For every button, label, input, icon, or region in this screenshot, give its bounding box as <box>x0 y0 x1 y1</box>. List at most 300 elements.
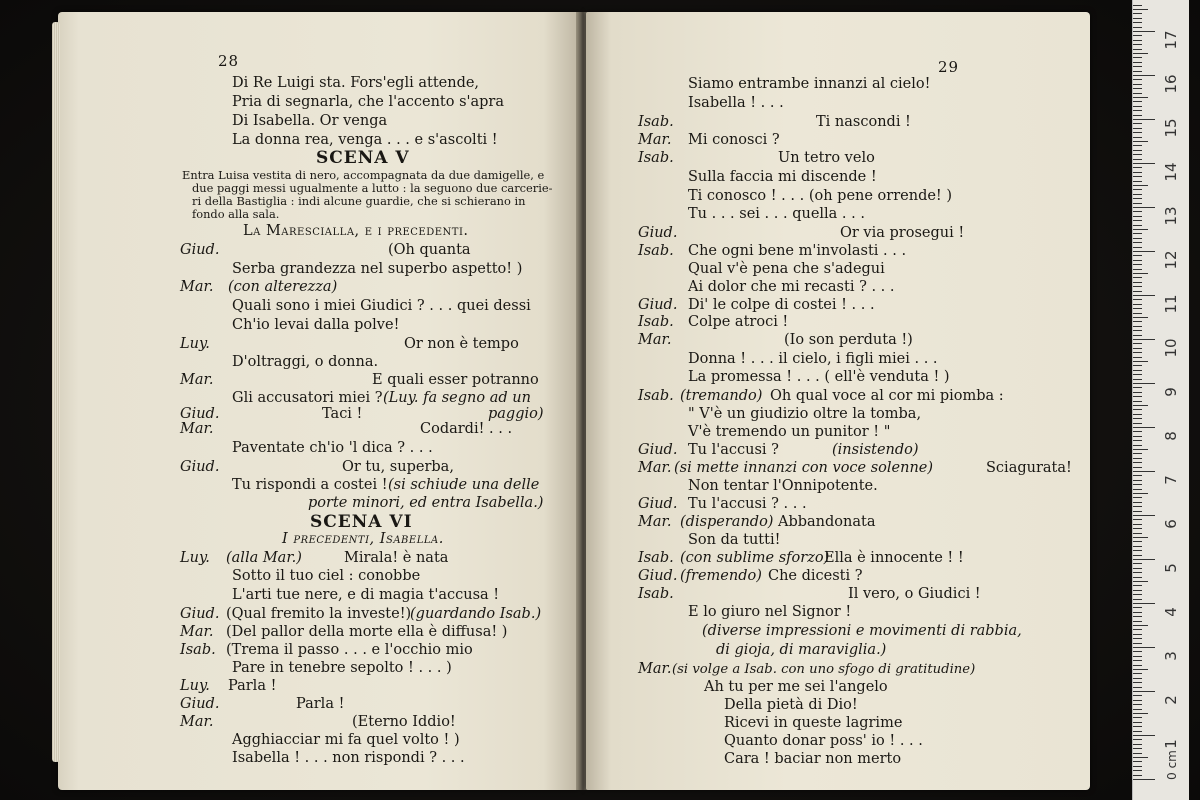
ruler-tick <box>1133 255 1142 256</box>
ruler-tick <box>1133 167 1142 168</box>
ruler-tick <box>1133 713 1148 714</box>
ruler-tick <box>1133 440 1142 441</box>
text-line: Non tentar l'Onnipotente. <box>688 478 878 494</box>
ruler-tick <box>1133 18 1142 19</box>
speaker: Mar. <box>638 460 672 476</box>
ruler-tick <box>1133 22 1142 23</box>
ruler-tick <box>1133 150 1142 151</box>
text-line: Sotto il tuo ciel : conobbe <box>232 568 421 584</box>
text-line: Un tetro velo <box>778 150 875 166</box>
text-line: D'oltraggi, o donna. <box>232 354 379 370</box>
text-line: Tu . . . sei . . . quella . . . <box>688 206 865 222</box>
text-line: Or non è tempo <box>404 336 519 352</box>
text-line: Parla ! <box>228 678 277 694</box>
ruler-tick <box>1133 471 1155 472</box>
ruler-tick <box>1133 616 1142 617</box>
ruler-tick <box>1133 489 1142 490</box>
speaker: Giud. <box>180 696 220 712</box>
ruler-number: 11 <box>1162 294 1180 314</box>
text-line: Isabella ! . . . non rispondi ? . . . <box>232 750 465 766</box>
ruler-tick <box>1133 647 1155 648</box>
ruler-tick <box>1133 458 1142 459</box>
ruler-number: 6 <box>1162 519 1180 529</box>
speaker: Giud. <box>180 242 220 258</box>
text-line: (Oh quanta <box>388 242 471 258</box>
ruler-tick <box>1133 687 1142 688</box>
text-line: (fremendo) <box>680 568 762 584</box>
cast-line: I precedenti, Isabella. <box>282 531 444 547</box>
text-line: Serba grandezza nel superbo aspetto! ) <box>232 261 523 277</box>
text-line: Isabella ! . . . <box>688 95 784 111</box>
speaker: Isab. <box>638 586 674 602</box>
text-line: Ti conosco ! . . . (oh pene orrende! ) <box>688 188 953 204</box>
ruler-tick <box>1133 260 1142 261</box>
ruler-tick <box>1133 682 1142 683</box>
ruler-tick <box>1133 370 1142 371</box>
ruler-tick <box>1133 418 1142 419</box>
speaker: Isab. <box>638 550 674 566</box>
text-line: paggio) <box>488 406 544 422</box>
ruler-tick <box>1133 625 1148 626</box>
ruler-tick <box>1133 524 1142 525</box>
ruler-tick <box>1133 392 1142 393</box>
ruler-tick <box>1133 731 1142 732</box>
ruler-tick <box>1133 181 1142 182</box>
text-line: Il vero, o Giudici ! <box>848 586 981 602</box>
ruler-tick <box>1133 159 1142 160</box>
ruler-tick <box>1133 57 1142 58</box>
ruler-tick <box>1133 541 1142 542</box>
ruler-tick <box>1133 401 1142 402</box>
ruler-tick <box>1133 775 1142 776</box>
text-line: V'è tremendo un punitor ! " <box>688 424 891 440</box>
speaker: Giud. <box>638 496 678 512</box>
ruler-tick <box>1133 515 1155 516</box>
text-line: Di' le colpe di costei ! . . . <box>688 297 875 313</box>
speaker: Isab. <box>180 642 216 658</box>
text-line: (Eterno Iddio! <box>352 714 456 730</box>
ruler-tick <box>1133 590 1142 591</box>
text-line: (si mette innanzi con voce solenne) <box>674 460 934 476</box>
ruler-tick <box>1133 757 1148 758</box>
text-line: (Io son perduta !) <box>784 332 913 348</box>
speaker: Mar. <box>180 372 214 388</box>
ruler-tick <box>1133 638 1142 639</box>
ruler-tick <box>1133 634 1142 635</box>
text-line: Ti nascondi ! <box>816 114 911 130</box>
ruler-tick <box>1133 71 1142 72</box>
ruler-tick <box>1133 770 1142 771</box>
ruler-number: 10 <box>1162 338 1180 358</box>
speaker: Giud. <box>638 297 678 313</box>
measuring-ruler <box>1132 0 1189 800</box>
ruler-tick <box>1133 717 1142 718</box>
ruler-tick <box>1133 409 1142 410</box>
ruler-tick <box>1133 229 1148 230</box>
text-line: (tremando) <box>680 388 763 404</box>
ruler-tick <box>1133 110 1142 111</box>
ruler-tick <box>1133 431 1142 432</box>
speaker: Luy. <box>180 550 210 566</box>
ruler-tick <box>1133 502 1142 503</box>
ruler-tick <box>1133 572 1142 573</box>
ruler-tick <box>1133 198 1142 199</box>
ruler-tick <box>1133 704 1142 705</box>
text-line: Che dicesti ? <box>768 568 863 584</box>
speaker: Mar. <box>638 514 672 530</box>
speaker: Mar. <box>638 132 672 148</box>
ruler-number: 5 <box>1162 563 1180 573</box>
text-line: Ch'io levai dalla polve! <box>232 317 400 333</box>
ruler-tick <box>1133 651 1142 652</box>
ruler-tick <box>1133 304 1142 305</box>
speaker: Giud. <box>180 459 220 475</box>
ruler-tick <box>1133 115 1142 116</box>
ruler-tick <box>1133 119 1155 120</box>
text-line: Colpe atroci ! <box>688 314 789 330</box>
text-line: Di Re Luigi sta. Fors'egli attende, <box>232 75 480 91</box>
ruler-tick <box>1133 132 1142 133</box>
ruler-tick <box>1133 282 1142 283</box>
speaker: Isab. <box>638 114 674 130</box>
speaker: Luy. <box>180 336 210 352</box>
text-line: Agghiacciar mi fa quel volto ! ) <box>232 732 460 748</box>
ruler-tick <box>1133 497 1142 498</box>
ruler-tick <box>1133 123 1142 124</box>
ruler-tick <box>1133 695 1142 696</box>
ruler-tick <box>1133 264 1142 265</box>
ruler-number: 4 <box>1162 607 1180 617</box>
ruler-tick <box>1133 612 1142 613</box>
ruler-tick <box>1133 581 1148 582</box>
text-line: Tu l'accusi ? . . . <box>688 496 807 512</box>
ruler-tick <box>1133 744 1142 745</box>
open-book <box>58 12 1090 790</box>
text-line: Ah tu per me sei l'angelo <box>704 679 888 695</box>
speaker: Giud. <box>638 225 678 241</box>
text-line: (Del pallor della morte ella è diffusa! ) <box>226 624 508 640</box>
ruler-tick <box>1133 31 1155 32</box>
ruler-tick <box>1133 528 1142 529</box>
ruler-tick <box>1133 277 1142 278</box>
text-line: Donna ! . . . il cielo, i figli miei . . . <box>688 351 938 367</box>
ruler-tick <box>1133 669 1148 670</box>
ruler-tick <box>1133 361 1148 362</box>
ruler-number: 9 <box>1162 387 1180 397</box>
ruler-tick <box>1133 343 1142 344</box>
text-line: Sulla faccia mi discende ! <box>688 169 877 185</box>
ruler-tick <box>1133 735 1155 736</box>
ruler-number: 7 <box>1162 475 1180 485</box>
ruler-tick <box>1133 194 1142 195</box>
text-line: Siamo entrambe innanzi al cielo! <box>688 76 931 92</box>
ruler-tick <box>1133 321 1142 322</box>
text-line: Della pietà di Dio! <box>724 697 858 713</box>
left-page <box>58 12 580 790</box>
speaker: Mar. <box>180 624 214 640</box>
text-line: Quanto donar poss' io ! . . . <box>724 733 923 749</box>
text-line: (guardando Isab.) <box>410 606 542 622</box>
ruler-number: 12 <box>1162 250 1180 270</box>
ruler-tick <box>1133 242 1142 243</box>
ruler-number: 17 <box>1162 30 1180 50</box>
ruler-tick <box>1133 607 1142 608</box>
ruler-tick <box>1133 308 1142 309</box>
ruler-tick <box>1133 44 1142 45</box>
ruler-tick <box>1133 656 1142 657</box>
ruler-tick <box>1133 563 1142 564</box>
ruler-tick <box>1133 387 1142 388</box>
ruler-number: 1 <box>1162 739 1180 749</box>
ruler-number: 8 <box>1162 431 1180 441</box>
ruler-tick <box>1133 599 1142 600</box>
ruler-tick <box>1133 722 1142 723</box>
text-line: Quali sono i miei Giudici ? . . . quei dessi <box>232 298 531 314</box>
ruler-tick <box>1133 559 1155 560</box>
ruler-tick <box>1133 27 1142 28</box>
ruler-tick <box>1133 779 1155 780</box>
ruler-tick <box>1133 128 1142 129</box>
ruler-tick <box>1133 665 1142 666</box>
text-line: porte minori, ed entra Isabella.) <box>308 495 544 511</box>
ruler-tick <box>1133 211 1142 212</box>
text-line: La promessa ! . . . ( ell'è venduta ! ) <box>688 369 950 385</box>
ruler-tick <box>1133 484 1142 485</box>
text-line: (diverse impressioni e movimenti di rabbia, <box>702 623 1022 639</box>
ruler-tick <box>1133 348 1142 349</box>
ruler-tick <box>1133 326 1142 327</box>
page-edge <box>52 22 60 762</box>
text-line: (Qual fremito la investe!) <box>226 606 412 622</box>
ruler-tick <box>1133 379 1142 380</box>
ruler-tick <box>1133 467 1142 468</box>
ruler-tick <box>1133 335 1142 336</box>
ruler-tick <box>1133 330 1142 331</box>
ruler-tick <box>1133 251 1155 252</box>
ruler-tick <box>1133 145 1142 146</box>
speaker: Giud. <box>180 606 220 622</box>
ruler-tick <box>1133 383 1155 384</box>
ruler-tick <box>1133 709 1142 710</box>
ruler-tick <box>1133 445 1142 446</box>
ruler-tick <box>1133 766 1142 767</box>
text-line: E lo giuro nel Signor ! <box>688 604 852 620</box>
ruler-tick <box>1133 101 1142 102</box>
ruler-tick <box>1133 185 1148 186</box>
ruler-tick <box>1133 75 1155 76</box>
page-number-right: 29 <box>938 58 960 76</box>
speaker: Mar. <box>638 661 672 677</box>
ruler-tick <box>1133 691 1155 692</box>
ruler-tick <box>1133 66 1142 67</box>
ruler-tick <box>1133 313 1142 314</box>
text-line: Qual v'è pena che s'adegui <box>688 261 885 277</box>
ruler-tick <box>1133 453 1142 454</box>
text-line: E quali esser potranno <box>372 372 539 388</box>
ruler-tick <box>1133 594 1142 595</box>
text-line: Ella è innocente ! ! <box>824 550 964 566</box>
ruler-tick <box>1133 643 1142 644</box>
text-line: Ricevi in queste lagrime <box>724 715 903 731</box>
ruler-tick <box>1133 700 1142 701</box>
right-page <box>586 12 1090 790</box>
ruler-tick <box>1133 273 1148 274</box>
ruler-tick <box>1133 295 1155 296</box>
speaker: Isab. <box>638 388 674 404</box>
ruler-tick <box>1133 225 1142 226</box>
ruler-tick <box>1133 423 1142 424</box>
text-line: Parla ! <box>296 696 345 712</box>
speaker: Isab. <box>638 243 674 259</box>
stage-direction-line: fondo alla sala. <box>192 207 280 221</box>
speaker: Mar. <box>638 332 672 348</box>
ruler-tick <box>1133 189 1142 190</box>
ruler-tick <box>1133 748 1142 749</box>
ruler-tick <box>1133 339 1155 340</box>
ruler-tick <box>1133 427 1155 428</box>
text-line: Sciagurata! <box>986 460 1072 476</box>
text-line: di gioja, di maraviglia.) <box>716 642 887 658</box>
ruler-tick <box>1133 317 1148 318</box>
ruler-number: 13 <box>1162 206 1180 226</box>
ruler-tick <box>1133 79 1142 80</box>
ruler-tick <box>1133 365 1142 366</box>
ruler-tick <box>1133 577 1142 578</box>
ruler-tick <box>1133 475 1142 476</box>
ruler-tick <box>1133 137 1142 138</box>
ruler-tick <box>1133 163 1155 164</box>
ruler-tick <box>1133 550 1142 551</box>
ruler-tick <box>1133 436 1142 437</box>
scene-heading: SCENA VI <box>310 512 413 532</box>
ruler-tick <box>1133 35 1142 36</box>
ruler-tick <box>1133 761 1142 762</box>
text-line: Mirala! è nata <box>344 550 449 566</box>
ruler-tick <box>1133 247 1142 248</box>
text-line: Pria di segnarla, che l'accento s'apra <box>232 94 505 110</box>
ruler-tick <box>1133 660 1142 661</box>
stage-direction-line: due paggi messi ugualmente a lutto : la seguono due carcerie- <box>192 181 553 195</box>
text-line: (Luy. fa segno ad un <box>383 390 531 406</box>
text-line: Taci ! <box>322 406 363 422</box>
text-line: Gli accusatori miei ? <box>232 390 383 406</box>
ruler-tick <box>1133 299 1142 300</box>
ruler-tick <box>1133 5 1142 6</box>
ruler-tick <box>1133 753 1142 754</box>
ruler-tick <box>1133 141 1148 142</box>
text-line: Son da tutti! <box>688 532 781 548</box>
ruler-tick <box>1133 506 1142 507</box>
text-line: L'arti tue nere, e di magia t'accusa ! <box>232 587 500 603</box>
text-line: " V'è un giudizio oltre la tomba, <box>688 406 922 422</box>
ruler-tick <box>1133 84 1142 85</box>
ruler-tick <box>1133 603 1155 604</box>
text-line: Or tu, superba, <box>342 459 454 475</box>
stage-direction-line: ri della Bastiglia : indi alcune guardie, che si schierano in <box>192 194 526 208</box>
ruler-tick <box>1133 546 1142 547</box>
text-line: Cara ! baciar non merto <box>724 751 902 767</box>
text-line: Tu rispondi a costei ! <box>232 477 388 493</box>
text-line: (si volge a Isab. con uno sfogo di gratitudine) <box>672 662 976 677</box>
ruler-tick <box>1133 106 1142 107</box>
text-line: (Trema il passo . . . e l'occhio mio <box>226 642 473 658</box>
ruler-tick <box>1133 286 1142 287</box>
ruler-tick <box>1133 537 1148 538</box>
text-line: (con alterezza) <box>228 279 338 295</box>
ruler-tick <box>1133 97 1148 98</box>
ruler-number: 3 <box>1162 651 1180 661</box>
text-line: Or via prosegui ! <box>840 225 965 241</box>
ruler-tick <box>1133 207 1155 208</box>
ruler-number: 2 <box>1162 695 1180 705</box>
text-line: Pare in tenebre sepolto ! . . . ) <box>232 660 452 676</box>
ruler-tick <box>1133 673 1142 674</box>
text-line: (insistendo) <box>832 442 919 458</box>
ruler-tick <box>1133 40 1142 41</box>
text-line: (disperando) <box>680 514 774 530</box>
ruler-tick <box>1133 511 1142 512</box>
text-line: Oh qual voce al cor mi piomba : <box>770 388 1004 404</box>
ruler-tick <box>1133 449 1148 450</box>
ruler-tick <box>1133 269 1142 270</box>
ruler-tick <box>1133 493 1148 494</box>
ruler-tick <box>1133 62 1142 63</box>
ruler-tick <box>1133 621 1142 622</box>
ruler-tick <box>1133 405 1148 406</box>
ruler-tick <box>1133 480 1142 481</box>
ruler-tick <box>1133 585 1142 586</box>
ruler-tick <box>1133 172 1142 173</box>
ruler-number: 14 <box>1162 162 1180 182</box>
speaker: Luy. <box>180 678 210 694</box>
speaker: Giud. <box>638 442 678 458</box>
ruler-tick <box>1133 176 1142 177</box>
ruler-tick <box>1133 233 1142 234</box>
text-line: Paventate ch'io 'l dica ? . . . <box>232 440 433 456</box>
text-line: Tu l'accusi ? <box>688 442 779 458</box>
speaker: Mar. <box>180 714 214 730</box>
ruler-tick <box>1133 238 1142 239</box>
speaker: Isab. <box>638 314 674 330</box>
ruler-tick <box>1133 739 1142 740</box>
scene-heading: SCENA V <box>316 148 410 168</box>
stage-direction-line: Entra Luisa vestita di nero, accompagnata da due damigelle, e <box>182 168 545 182</box>
ruler-tick <box>1133 88 1142 89</box>
ruler-tick <box>1133 216 1142 217</box>
ruler-tick <box>1133 53 1148 54</box>
ruler-tick <box>1133 13 1142 14</box>
ruler-tick <box>1133 726 1142 727</box>
text-line: (con sublime sforzo) <box>680 550 830 566</box>
text-line: Mi conosci ? <box>688 132 780 148</box>
text-line: Ai dolor che mi recasti ? . . . <box>688 279 895 295</box>
ruler-tick <box>1133 154 1142 155</box>
ruler-tick <box>1133 93 1142 94</box>
ruler-tick <box>1133 519 1142 520</box>
ruler-tick <box>1133 555 1142 556</box>
speaker: Isab. <box>638 150 674 166</box>
speaker: Giud. <box>180 406 220 422</box>
text-line: (si schiude una delle <box>388 477 540 493</box>
text-line: Che ogni bene m'involasti . . . <box>688 243 907 259</box>
ruler-tick <box>1133 49 1142 50</box>
ruler-tick <box>1133 629 1142 630</box>
ruler-tick <box>1133 678 1142 679</box>
ruler-tick <box>1133 533 1142 534</box>
ruler-tick <box>1133 220 1142 221</box>
text-line: Codardi! . . . <box>420 421 513 437</box>
ruler-number: 15 <box>1162 118 1180 138</box>
